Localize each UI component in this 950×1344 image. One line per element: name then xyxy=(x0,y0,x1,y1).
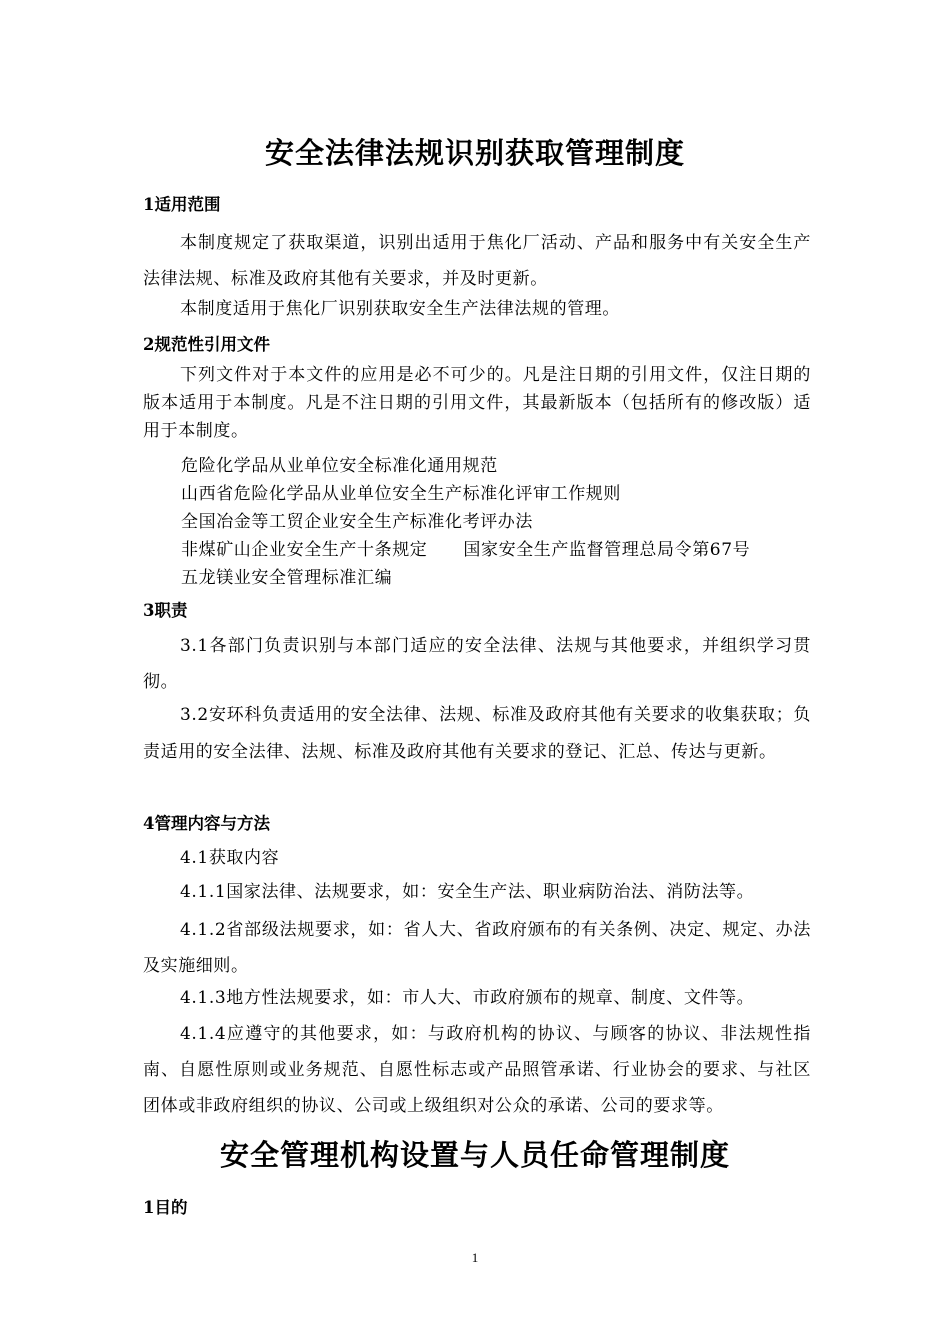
reference-item: 五龙镁业安全管理标准汇编 xyxy=(181,568,393,588)
reference-order-number: 国家安全生产监督管理总局令第67号 xyxy=(463,540,751,560)
section-heading-references: 2规范性引用文件 xyxy=(143,335,270,354)
section-heading-scope: 1适用范围 xyxy=(143,195,221,214)
management-paragraph-4-1-2: 4.1.2省部级法规要求，如：省人大、省政府颁布的有关条例、决定、规定、办法及实施细则。 xyxy=(143,920,811,976)
reference-item-with-order xyxy=(181,535,750,560)
section-heading-management: 4管理内容与方法 xyxy=(143,814,270,833)
duties-paragraph-3-2: 3.2安环科负责适用的安全法律、法规、标准及政府其他有关要求的收集获取；负责适用的安全法律、法规、标准及政府其他有关要求的登记、汇总、传达与更新。 xyxy=(143,705,811,762)
management-paragraph-4-1-1: 4.1.1国家法律、法规要求，如：安全生产法、职业病防治法、消防法等。 xyxy=(180,882,755,902)
second-section-heading-purpose: 1目的 xyxy=(143,1198,188,1217)
document-title: 安全法律法规识别获取管理制度 xyxy=(264,136,685,170)
reference-item: 全国冶金等工贸企业安全生产标准化考评办法 xyxy=(181,512,533,532)
management-paragraph-4-1-3: 4.1.3地方性法规要求，如：市人大、市政府颁布的规章、制度、文件等。 xyxy=(180,988,755,1008)
section-heading-duties: 3职责 xyxy=(143,601,188,620)
references-intro-paragraph: 下列文件对于本文件的应用是必不可少的。凡是注日期的引用文件，仅注日期的版本适用于本制度。凡是不注日期的引用文件，其最新版本（包括所有的修改版）适用于本制度。 xyxy=(143,365,811,441)
reference-item: 危险化学品从业单位安全标准化通用规范 xyxy=(181,456,498,476)
page-number: 1 xyxy=(471,1250,479,1265)
duties-paragraph-3-1: 3.1各部门负责识别与本部门适应的安全法律、法规与其他要求，并组织学习贯彻。 xyxy=(143,636,811,692)
management-paragraph-4-1: 4.1获取内容 xyxy=(180,848,280,868)
scope-paragraph-1: 本制度规定了获取渠道，识别出适用于焦化厂活动、产品和服务中有关安全生产法律法规、标准及政府其他有关要求，并及时更新。 xyxy=(143,233,811,289)
scope-paragraph-2: 本制度适用于焦化厂识别获取安全生产法律法规的管理。 xyxy=(180,299,620,319)
reference-item: 山西省危险化学品从业单位安全生产标准化评审工作规则 xyxy=(181,484,621,504)
management-paragraph-4-1-4: 4.1.4应遵守的其他要求，如：与政府机构的协议、与顾客的协议、非法规性指南、自愿性原则或业务规范、自愿性标志或产品照管承诺、行业协会的要求、与社区团体或非政府组织的协议、公司或上级组织对公众的承诺、公司的要求等。 xyxy=(143,1024,811,1116)
reference-item-text: 非煤矿山企业安全生产十条规定 xyxy=(181,540,428,560)
second-document-title: 安全管理机构设置与人员任命管理制度 xyxy=(219,1138,730,1172)
